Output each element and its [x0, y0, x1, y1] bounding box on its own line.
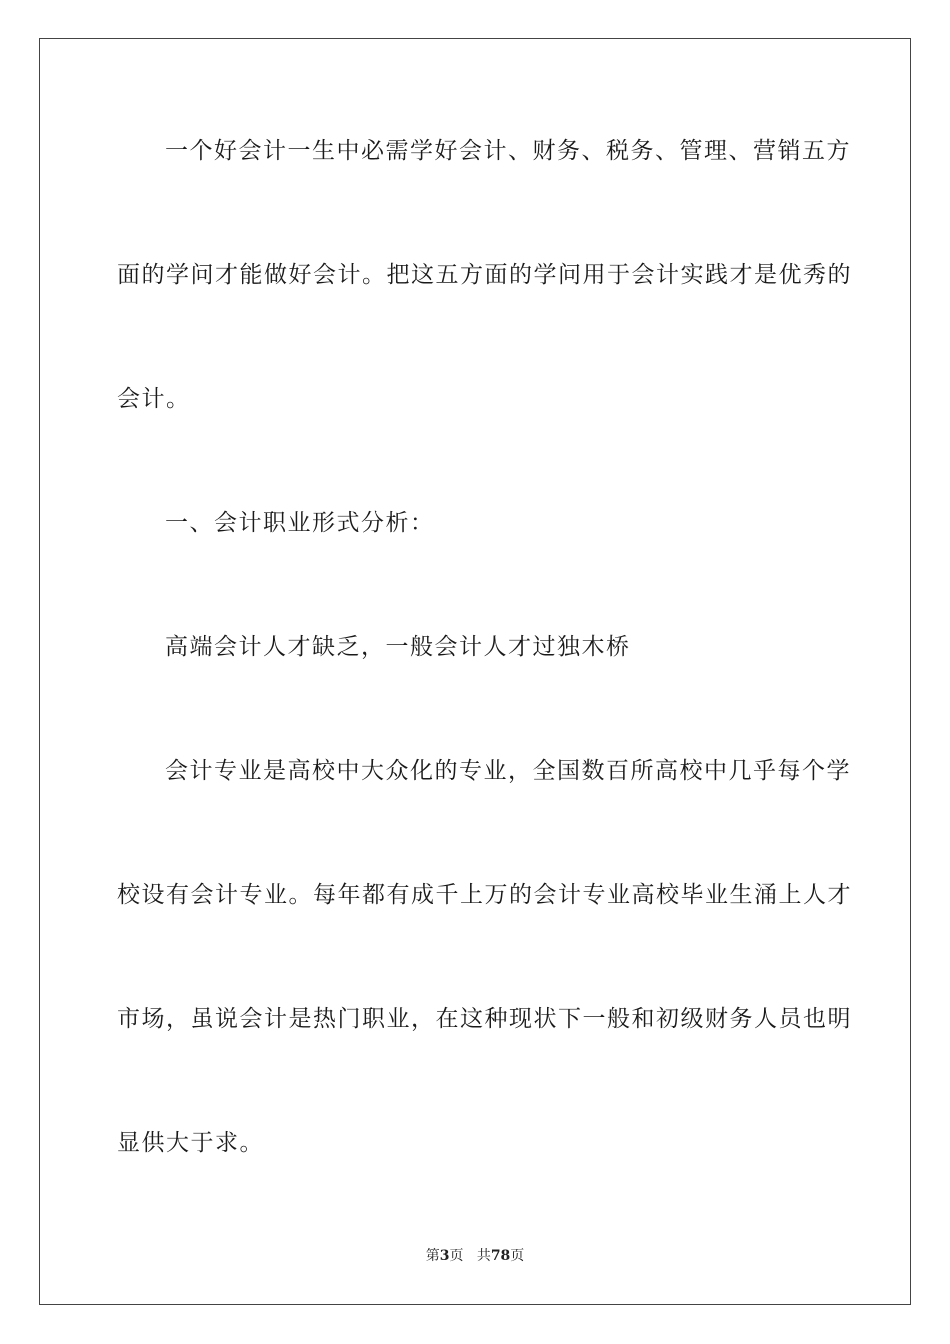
paragraph-4-line-4: 显供大于求。: [117, 1130, 264, 1156]
footer-page-suffix: 页: [449, 1248, 464, 1264]
footer-page-number: 3: [439, 1248, 450, 1264]
footer-total-prefix: 共: [476, 1248, 491, 1264]
paragraph-1-line-1: 一个好会计一生中必需学好会计、财务、税务、管理、营销五方: [165, 138, 851, 164]
subheading: 高端会计人才缺乏，一般会计人才过独木桥: [165, 634, 631, 660]
paragraph-4-line-2: 校设有会计专业。每年都有成千上万的会计专业高校毕业生涌上人才: [117, 882, 852, 908]
section-heading: 一、会计职业形式分析：: [165, 510, 435, 536]
footer-total-suffix: 页: [510, 1248, 525, 1264]
footer-total-pages: 78: [490, 1248, 511, 1264]
paragraph-4-line-1: 会计专业是高校中大众化的专业，全国数百所高校中几乎每个学: [165, 758, 851, 784]
paragraph-1-line-3: 会计。: [117, 386, 191, 412]
page-footer: [0, 1247, 950, 1265]
paragraph-1-line-2: 面的学问才能做好会计。把这五方面的学问用于会计实践才是优秀的: [117, 262, 852, 288]
page-border: [39, 38, 911, 1305]
footer-page-prefix: 第: [425, 1248, 440, 1264]
paragraph-4-line-3: 市场，虽说会计是热门职业，在这种现状下一般和初级财务人员也明: [117, 1006, 852, 1032]
